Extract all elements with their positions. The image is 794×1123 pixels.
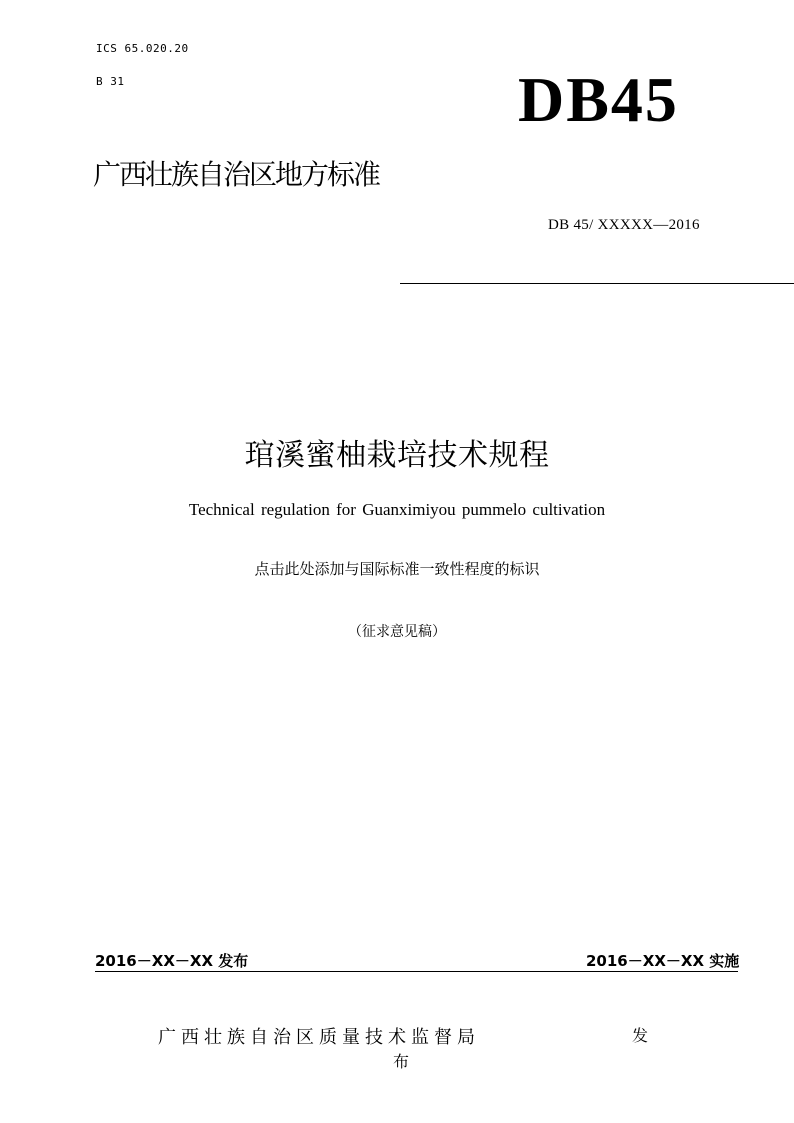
standard-number: DB 45/ XXXXX—2016 <box>548 217 700 233</box>
issuing-authority: 广西壮族自治区质量技术监督局 <box>158 1027 480 1048</box>
consistency-note-field[interactable]: 点击此处添加与国际标准一致性程度的标识 <box>254 560 540 578</box>
implementation-date: 2016－XX－XX 实施 <box>586 952 740 970</box>
footer-divider <box>95 971 738 972</box>
standard-level-title: 广西壮族自治区地方标准 <box>93 158 380 191</box>
document-title-english: Technical regulation for Guanximiyou pummelo cultivation <box>188 500 606 519</box>
issue-date: 2016－XX－XX 发布 <box>95 952 249 970</box>
ccs-code: B 31 <box>96 75 125 88</box>
document-title-chinese: 琯溪蜜柚栽培技术规程 <box>244 438 550 473</box>
header-divider <box>400 283 794 284</box>
issue-label-part-1: 发 <box>632 1026 649 1045</box>
issue-label-part-2: 布 <box>393 1052 410 1071</box>
draft-status-label: （征求意见稿） <box>348 624 446 640</box>
standard-code-logo: DB45 <box>518 64 679 135</box>
ics-code: ICS 65.020.20 <box>96 42 189 55</box>
